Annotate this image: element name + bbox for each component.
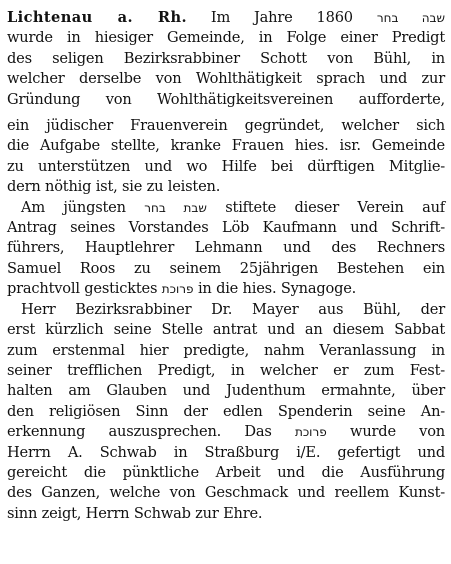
hebrew-date: שבה בחר [376, 11, 445, 25]
place-heading: Lichtenau a. Rh. [7, 9, 187, 26]
hebrew-word: פרוכת [294, 425, 327, 440]
article-text: erkennung auszusprechen. Das [7, 423, 272, 441]
article-line-10 [7, 198, 445, 218]
article-text: wurde von [350, 423, 445, 441]
article-text: in die hies. Synagoge. [197, 280, 357, 298]
article-line-1 [7, 8, 445, 28]
article-line-16: erst kürzlich seine Stelle antrat und an diesem Sabbat [7, 321, 445, 339]
article-line-25: sinn zeigt, Herrn Schwab zur Ehre. [7, 504, 263, 522]
article-line-14 [7, 279, 445, 299]
hebrew-date: שבת בחר [144, 200, 207, 215]
article-line-4: welcher derselbe von Wohlthätigkeit sprach und zur [7, 70, 445, 88]
article-line-3: des seligen Bezirksrabbiner Schott von Bühl, in [7, 49, 445, 67]
article-line-12: führers, Hauptlehrer Lehmann und des Rechners [7, 239, 445, 257]
article-line-18: seiner trefflichen Predigt, in welcher er zum Fest- [7, 361, 445, 379]
article-line-8: zu unterstützen und wo Hilfe bei dürftigen Mitglie- [7, 157, 445, 175]
article-line-21 [7, 422, 445, 442]
article-line-9: dern nöthig ist, sie zu leisten. [7, 178, 221, 196]
article-line-5: Gründung von Wohlthätigkeitsvereinen aufforderte, [7, 90, 445, 108]
article-line-23: gereicht die pünktliche Arbeit und die Ausführung [7, 463, 445, 481]
article-line-19: halten am Glauben und Judenthum ermahnte, über [7, 382, 445, 400]
article-line-22: Herrn A. Schwab in Straßburg i/E. gefertigt und [7, 443, 445, 461]
article-line-2: wurde in hiesiger Gemeinde, in Folge einer Predigt [7, 29, 445, 47]
article-line-11: Antrag seines Vorstandes Löb Kaufmann und Schrift- [7, 219, 445, 237]
article-line-24: des Ganzen, welche von Geschmack und reellem Kunst- [7, 484, 445, 502]
article-line-15: Herr Bezirksrabbiner Dr. Mayer aus Bühl, der [21, 300, 445, 318]
article-line-20: den religiösen Sinn der edlen Spenderin seine An- [7, 402, 445, 420]
article-line-6: ein jüdischer Frauenverein gegründet, welcher sich [7, 117, 445, 135]
article-line-7: die Aufgabe stellte, kranke Frauen hies. isr. Gemeinde [7, 137, 445, 155]
article-line-17: zum erstenmal hier predigte, nahm Veranlassung in [7, 341, 445, 359]
article-text: Im Jahre 1860 [186, 9, 377, 26]
article-text: Am jüngsten [21, 198, 126, 216]
hebrew-word: פרוכת [161, 282, 194, 297]
article-text: prachtvoll gesticktes [7, 280, 158, 298]
article-line-13: Samuel Roos zu seinem 25jährigen Bestehen ein [7, 259, 445, 277]
article-text: stiftete dieser Verein auf [225, 198, 445, 216]
